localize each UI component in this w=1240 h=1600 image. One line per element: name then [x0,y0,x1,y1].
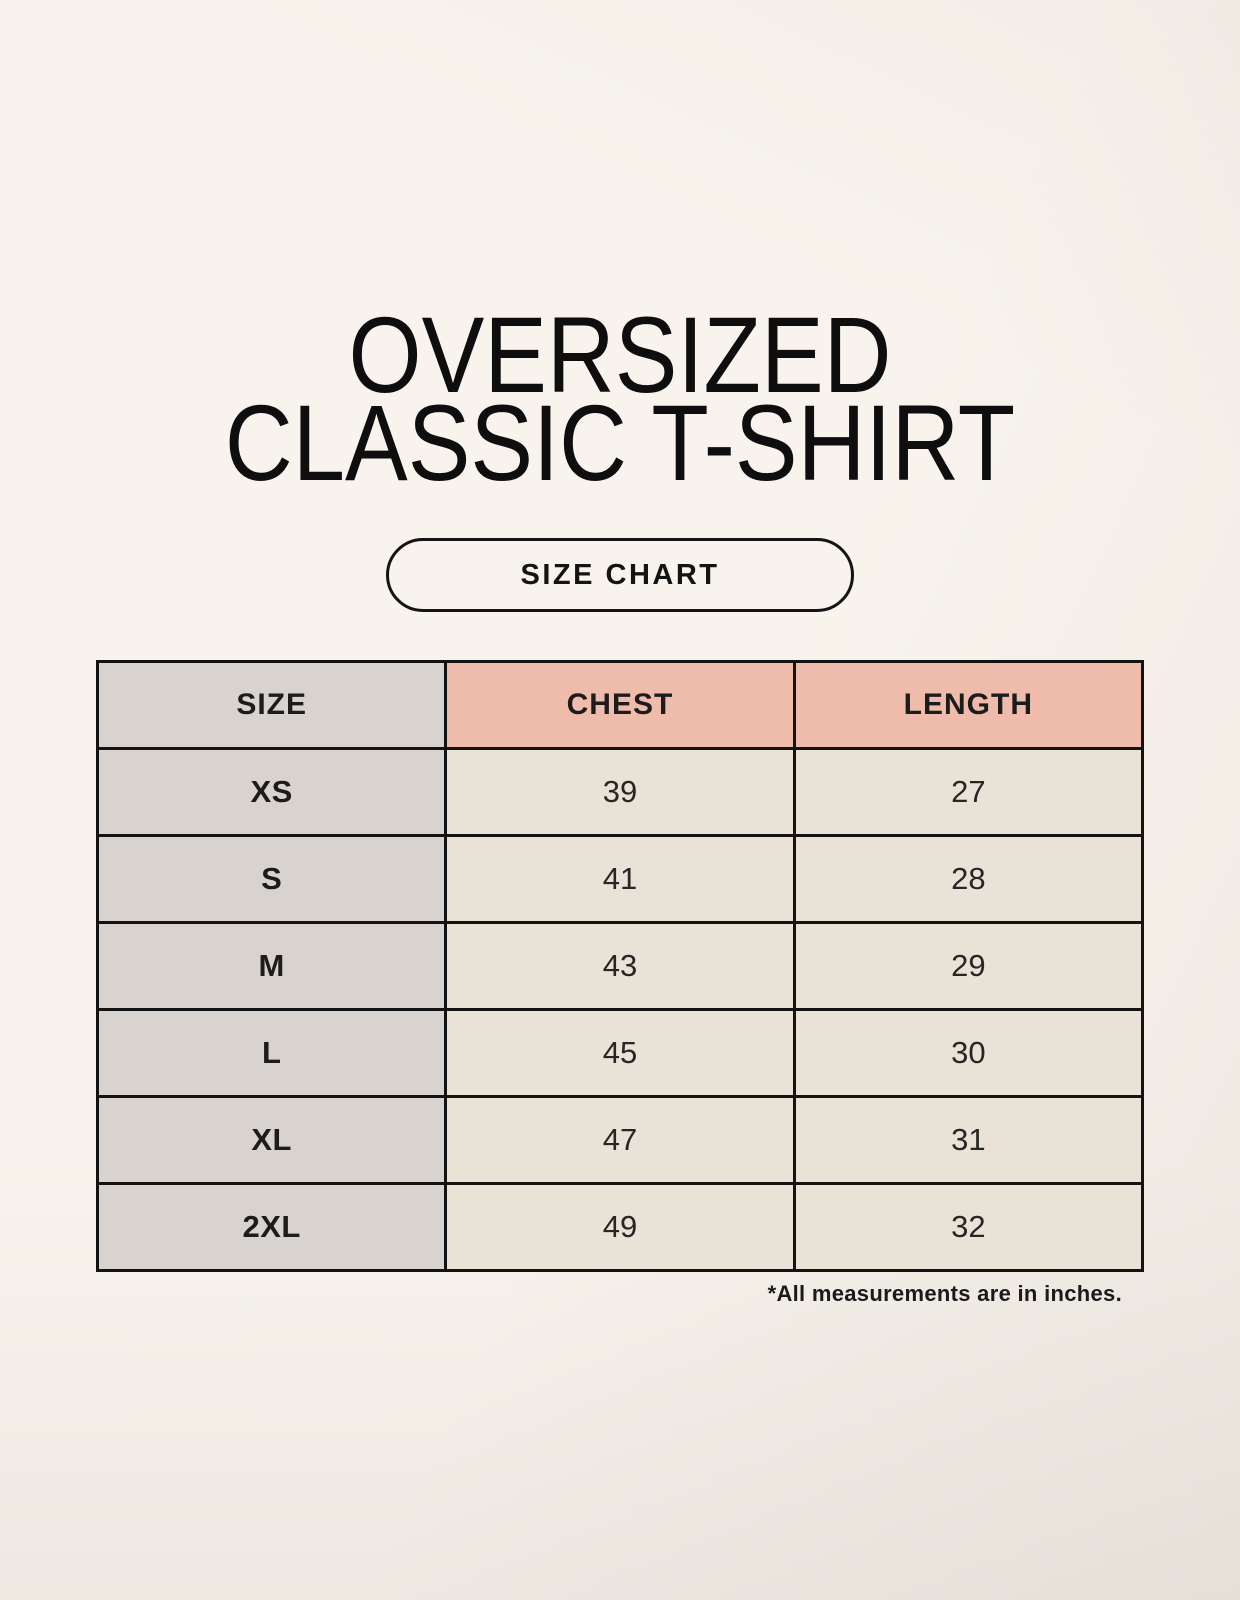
size-label-cell: XL [98,1097,446,1184]
size-label-cell: L [98,1010,446,1097]
product-title-line-2: CLASSIC T-SHIRT [224,382,1016,503]
size-table [96,660,1144,1272]
column-header-length: LENGTH [794,662,1142,749]
length-value-cell: 29 [794,923,1142,1010]
size-label-cell: S [98,836,446,923]
product-title [81,294,1160,503]
size-chart-button-label: SIZE CHART [520,558,720,591]
size-label-cell: 2XL [98,1184,446,1271]
chest-value-cell: 39 [446,749,794,836]
chest-value-cell: 49 [446,1184,794,1271]
size-label-cell: XS [98,749,446,836]
size-table-header-row [98,662,1143,749]
chest-value-cell: 47 [446,1097,794,1184]
table-row-2xl [98,1184,1143,1271]
measurements-footnote: *All measurements are in inches. [767,1281,1122,1306]
length-value-cell: 32 [794,1184,1142,1271]
table-row-m [98,923,1143,1010]
table-row-s [98,836,1143,923]
table-row-xs [98,749,1143,836]
product-title-line-1: OVERSIZED [348,294,892,415]
size-chart-button[interactable] [386,538,854,612]
length-value-cell: 30 [794,1010,1142,1097]
table-row-l [98,1010,1143,1097]
length-value-cell: 31 [794,1097,1142,1184]
length-value-cell: 28 [794,836,1142,923]
chest-value-cell: 41 [446,836,794,923]
length-value-cell: 27 [794,749,1142,836]
column-header-chest: CHEST [446,662,794,749]
column-header-size: SIZE [98,662,446,749]
size-label-cell: M [98,923,446,1010]
table-row-xl [98,1097,1143,1184]
chest-value-cell: 45 [446,1010,794,1097]
chest-value-cell: 43 [446,923,794,1010]
